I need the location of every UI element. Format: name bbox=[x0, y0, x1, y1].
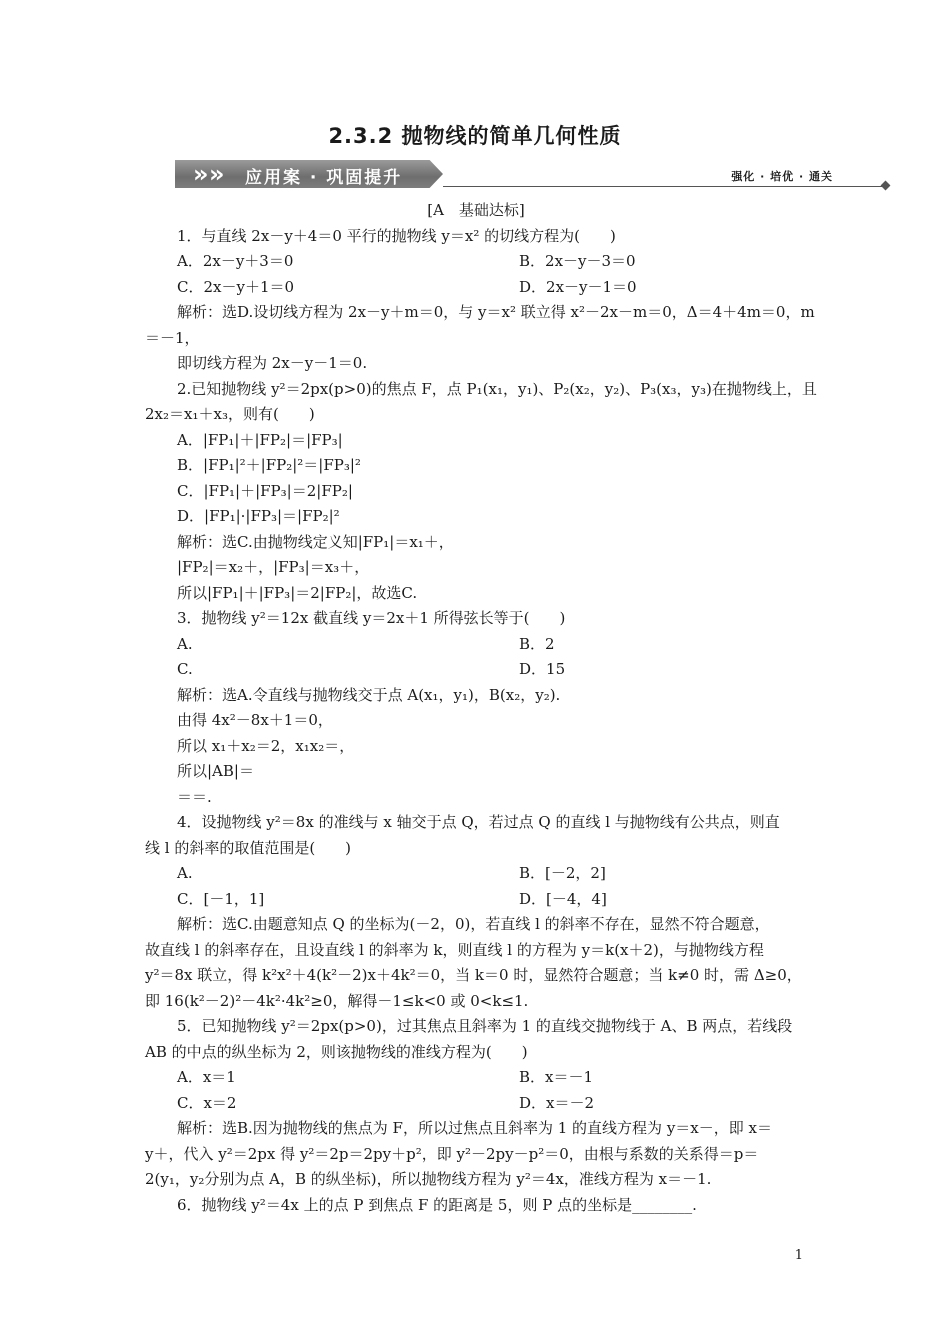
section-label: [A 基础达标] bbox=[427, 201, 525, 219]
option-b: B．2x－y－3＝0 bbox=[519, 252, 636, 270]
option-c: C．2x－y＋1＝0 bbox=[177, 277, 295, 296]
options-row bbox=[145, 1091, 807, 1117]
question-2: 2.已知抛物线 y²＝2px(p>0)的焦点 F，点 P₁(x₁，y₁)、P₂(x₂，y₂)、P₃(x₃，y₃)在抛物线上，且 bbox=[177, 379, 817, 398]
option-b: B．[－2，2] bbox=[519, 864, 606, 882]
options-row bbox=[145, 249, 807, 275]
banner-label: 应用案 · 巩固提升 bbox=[245, 168, 403, 188]
solution-line: |FP₂|＝x₂＋，|FP₃|＝x₃＋， bbox=[177, 558, 370, 576]
option-d: D．[－4，4] bbox=[519, 889, 607, 908]
option-d: D．2x－y－1＝0 bbox=[519, 277, 637, 296]
question-3: 3．抛物线 y²＝12x 截直线 y＝2x＋1 所得弦长等于( ) bbox=[177, 609, 566, 627]
solution-line: 2(y₁，y₂分别为点 A，B 的纵坐标)，所以抛物线方程为 y²＝4x，准线方程为 x＝－1. bbox=[145, 1170, 712, 1188]
option-a: A．|FP₁|＋|FP₂|＝|FP₃| bbox=[177, 430, 343, 449]
option-a: A. bbox=[177, 634, 193, 653]
solution-line: 故直线 l 的斜率存在，且设直线 l 的斜率为 k，则直线 l 的方程为 y＝k(x＋2)，与抛物线方程 bbox=[145, 940, 764, 959]
banner-rule bbox=[443, 186, 883, 187]
solution-line: ＝－1， bbox=[145, 328, 200, 347]
question-1: 1．与直线 2x－y＋4＝0 平行的抛物线 y＝x² 的切线方程为( ) bbox=[177, 226, 616, 245]
option-b: B．2 bbox=[519, 634, 555, 653]
page-number: 1 bbox=[794, 1248, 803, 1263]
option-a: A．2x－y＋3＝0 bbox=[177, 252, 294, 270]
solution-line: y＋，代入 y²＝2px 得 y²＝2p＝2py＋p²，即 y²－2py－p²＝0，由根与系数的关系得＝p＝ bbox=[145, 1144, 759, 1163]
option-d: D．x＝－2 bbox=[519, 1093, 595, 1112]
solution-line: ＝＝. bbox=[177, 787, 212, 806]
option-b: B．|FP₁|²＋|FP₂|²＝|FP₃|² bbox=[177, 456, 361, 474]
option-b: B．x＝－1 bbox=[519, 1068, 594, 1086]
option-a: A．x＝1 bbox=[177, 1068, 236, 1086]
option-d: D．|FP₁|·|FP₃|＝|FP₂|² bbox=[177, 507, 340, 525]
chevron-right-icon: » bbox=[193, 160, 209, 188]
option-d: D．15 bbox=[519, 660, 566, 678]
solution-line: 由得 4x²－8x＋1＝0， bbox=[177, 711, 333, 729]
solution-line: y²＝8x 联立，得 k²x²＋4(k²－2)x＋4k²＝0，当 k＝0 时，显然符合题意；当 k≠0 时，需 Δ≥0， bbox=[145, 966, 802, 984]
page-title: 2.3.2 抛物线的简单几何性质 bbox=[328, 124, 622, 148]
question-5-cont: AB 的中点的纵坐标为 2，则该抛物线的准线方程为( ) bbox=[145, 1042, 528, 1061]
banner-tagline: 强化 · 培优 · 通关 bbox=[731, 170, 833, 183]
solution-line: 所以 x₁＋x₂＝2，x₁x₂＝， bbox=[177, 736, 355, 755]
option-c: C．[－1，1] bbox=[177, 889, 265, 908]
exercise-content bbox=[145, 198, 817, 1218]
solution-line: 即 16(k²－2)²－4k²·4k²≥0，解得－1≤k<0 或 0<k≤1. bbox=[145, 991, 529, 1010]
question-5: 5．已知抛物线 y²＝2px(p>0)，过其焦点且斜率为 1 的直线交抛物线于 A、B 两点，若线段 bbox=[177, 1017, 793, 1035]
solution-line: 所以|AB|＝ bbox=[177, 762, 254, 780]
question-6: 6．抛物线 y²＝4x 上的点 P 到焦点 F 的距离是 5，则 P 点的坐标是________. bbox=[177, 1195, 697, 1214]
solution-line: 所以|FP₁|＋|FP₃|＝2|FP₂|，故选C. bbox=[177, 583, 418, 602]
solution-line: 解析：选C.由抛物线定义知|FP₁|＝x₁＋， bbox=[177, 532, 454, 551]
option-c: C. bbox=[177, 660, 193, 678]
chevron-right-icon: » bbox=[209, 160, 225, 188]
solution-line: 解析：选C.由题意知点 Q 的坐标为(－2，0)，若直线 l 的斜率不存在，显然不符合题意， bbox=[177, 915, 770, 933]
solution-line: 即切线方程为 2x－y－1＝0. bbox=[177, 354, 368, 372]
options-row bbox=[145, 632, 807, 658]
solution-line: 解析：选B.因为抛物线的焦点为 F，所以过焦点且斜率为 1 的直线方程为 y＝x－，即 x＝ bbox=[177, 1119, 772, 1137]
solution-line: 解析：选A.令直线与抛物线交于点 A(x₁，y₁)，B(x₂，y₂). bbox=[177, 685, 561, 704]
solution-line: 解析：选D.设切线方程为 2x－y＋m＝0，与 y＝x² 联立得 x²－2x－m＝0，Δ＝4＋4m＝0，m bbox=[177, 303, 815, 321]
option-a: A. bbox=[177, 864, 193, 882]
question-4-cont: 线 l 的斜率的取值范围是( ) bbox=[145, 838, 352, 857]
options-row bbox=[145, 275, 807, 301]
section-banner bbox=[175, 160, 895, 190]
question-4: 4．设抛物线 y²＝8x 的准线与 x 轴交于点 Q，若过点 Q 的直线 l 与抛物线有公共点，则直 bbox=[177, 813, 780, 831]
options-row bbox=[145, 657, 807, 683]
option-c: C．x＝2 bbox=[177, 1093, 237, 1112]
options-row bbox=[145, 887, 807, 913]
options-row bbox=[145, 1065, 807, 1091]
options-row bbox=[145, 861, 807, 887]
option-c: C．|FP₁|＋|FP₃|＝2|FP₂| bbox=[177, 481, 353, 500]
diamond-icon bbox=[881, 181, 891, 191]
question-2-cont: 2x₂＝x₁＋x₃，则有( ) bbox=[145, 405, 315, 423]
